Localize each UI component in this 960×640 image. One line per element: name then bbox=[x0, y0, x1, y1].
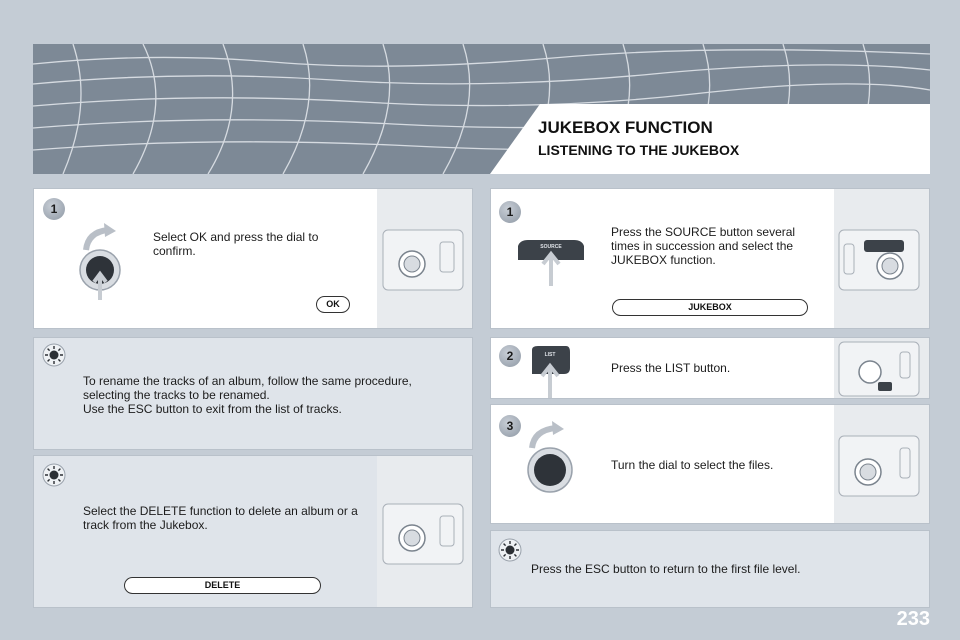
lightbulb-icon bbox=[42, 463, 66, 492]
right-step-3-text: Turn the dial to select the files. bbox=[611, 458, 774, 472]
step-number-badge: 3 bbox=[499, 415, 521, 437]
lightbulb-icon bbox=[498, 538, 522, 567]
rotary-dial-icon bbox=[524, 420, 578, 501]
radio-panel-icon bbox=[838, 222, 922, 299]
ok-button[interactable]: OK bbox=[316, 296, 350, 313]
page-title: JUKEBOX FUNCTION bbox=[538, 118, 713, 137]
radio-panel-icon bbox=[838, 428, 922, 505]
title-box bbox=[490, 104, 930, 174]
jukebox-button[interactable]: JUKEBOX bbox=[612, 299, 808, 316]
page-subtitle: LISTENING TO THE JUKEBOX bbox=[538, 142, 740, 158]
right-step-1-text: Press the SOURCE button several times in succession and select the JUKEBOX function. bbox=[611, 225, 796, 267]
radio-panel-icon bbox=[382, 496, 466, 573]
right-step-2-text: Press the LIST button. bbox=[611, 361, 731, 375]
step-number-badge: 1 bbox=[499, 201, 521, 223]
radio-panel-icon bbox=[382, 222, 466, 299]
tip-text-delete: Select the DELETE function to delete an album or a track from the Jukebox. bbox=[83, 504, 358, 532]
step-number-badge: 2 bbox=[499, 345, 521, 367]
lightbulb-icon bbox=[42, 343, 66, 372]
page-number: 233 bbox=[896, 608, 930, 630]
delete-button[interactable]: DELETE bbox=[124, 577, 321, 594]
radio-panel-icon bbox=[838, 338, 922, 403]
list-key-label: LIST bbox=[544, 352, 556, 358]
source-key-label: SOURCE bbox=[540, 244, 562, 250]
tip-text-rename: To rename the tracks of an album, follow the same procedure, selecting the tracks to be renamed. Use the ESC button to exit from the list of tracks. bbox=[83, 374, 412, 416]
rotary-dial-icon bbox=[78, 222, 126, 307]
tip-text-esc: Press the ESC button to return to the first file level. bbox=[531, 562, 801, 576]
left-step-1-text: Select OK and press the dial to confirm. bbox=[153, 230, 319, 258]
step-number-badge: 1 bbox=[43, 198, 65, 220]
